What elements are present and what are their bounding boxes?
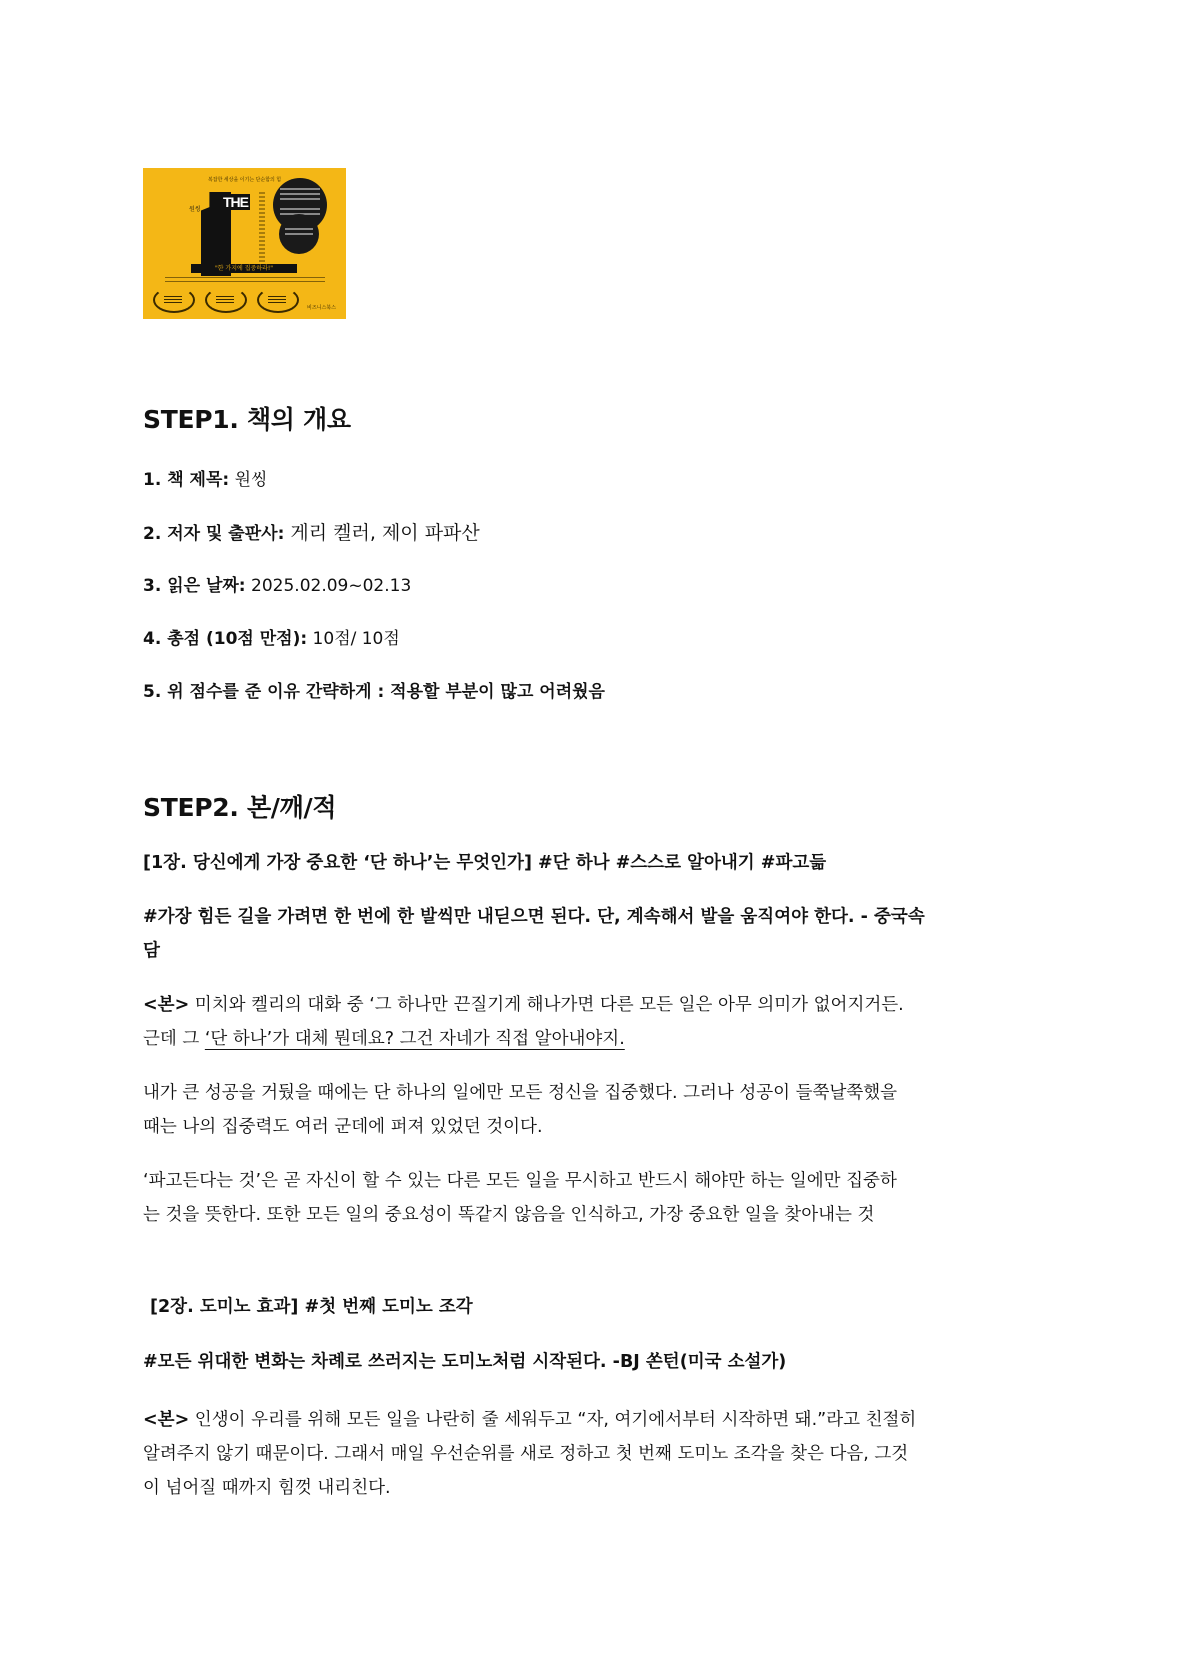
cover-award-laurel-1 [153, 287, 195, 313]
bon-text: 미치와 켈리의 대화 중 ‘그 하나만 끈질기게 해나가면 다른 모든 일은 아무 의미가 없어지거든. [189, 995, 904, 1015]
chapter2-title-text: [2장. 도미노 효과] #첫 번째 도미노 조각 [150, 1297, 473, 1317]
item-value: 2025.02.09~02.13 [245, 576, 412, 596]
item-value: 게리 켈러, 제이 파파산 [284, 522, 480, 544]
cover-title-the: THE [223, 194, 248, 210]
item-label: 3. 읽은 날짜: [143, 576, 246, 596]
item-value: 원씽 [229, 470, 268, 490]
bon-label: <본> [143, 1410, 190, 1430]
chapter1-bon-paragraph [143, 988, 1047, 1056]
item-value: 10점/ 10점 [307, 629, 400, 649]
cover-tagline: 복잡한 세상을 이기는 단순함의 힘 [207, 177, 282, 183]
overview-item-date [143, 574, 411, 598]
paragraph-line: 내가 큰 성공을 거뒀을 때에는 단 하나의 일에만 모든 정신을 집중했다. 그러나 성공이 들쭉날쭉했을 [143, 1083, 898, 1103]
overview-item-author [143, 521, 480, 546]
bon-text: 알려주지 않기 때문이다. 그래서 매일 우선순위를 새로 정하고 첫 번째 도미노 조각을 찾은 다음, 그것 [143, 1444, 909, 1464]
cover-award-laurel-2 [205, 287, 247, 313]
item-label: 4. 총점 (10점 만점): [143, 629, 308, 649]
quote-line: 담 [143, 941, 160, 961]
book-cover-image [143, 168, 346, 319]
cover-description [165, 277, 325, 285]
chapter1-title-text: [1장. 당신에게 가장 중요한 ‘단 하나’는 무엇인가] #단 하나 #스스로 알아내기 #파고듦 [143, 853, 827, 873]
quote-line: #모든 위대한 변화는 차례로 쓰러지는 도미노처럼 시작된다. -BJ 쏜턴(미국 소설가) [143, 1352, 787, 1372]
item-label: 5. 위 점수를 준 이유 간략하게 : 적용할 부분이 많고 어려웠음 [143, 682, 605, 702]
cover-side-text [259, 192, 265, 262]
cover-banner: "한 가지에 집중하라!" [191, 264, 297, 273]
step2-heading: STEP2. 본/깨/적 [143, 793, 337, 822]
item-label: 1. 책 제목: [143, 470, 230, 490]
step1-heading: STEP1. 책의 개요 [143, 405, 351, 434]
overview-item-reason [143, 680, 605, 704]
overview-item-score [143, 627, 400, 651]
quote-line: #가장 힘든 길을 가려면 한 번에 한 발씩만 내딛으면 된다. 단, 계속해서 발을 움직여야 한다. - 중국속 [143, 907, 925, 927]
overview-item-title [143, 468, 267, 492]
cover-award-laurel-3 [257, 287, 299, 313]
bon-underlined-text: ‘단 하나’가 대체 뭔데요? 그건 자네가 직접 알아내야지. [204, 1029, 625, 1049]
paragraph-line: 는 것을 뜻한다. 또한 모든 일의 중요성이 똑같지 않음을 인식하고, 가장 중요한 일을 찾아내는 것 [143, 1205, 875, 1225]
cover-publisher: 비즈니스북스 [307, 305, 336, 311]
chapter1-title [143, 846, 1047, 880]
chapter2-quote [143, 1345, 1047, 1379]
chapter2-bon-paragraph [143, 1403, 1047, 1505]
paragraph-line: 때는 나의 집중력도 여러 군데에 퍼져 있었던 것이다. [143, 1117, 543, 1137]
chapter1-quote [143, 900, 1047, 968]
cover-badge-small [279, 214, 319, 254]
bon-text: 근데 그 [143, 1029, 205, 1049]
chapter1-paragraph-3 [143, 1164, 1047, 1232]
paragraph-line: ‘파고든다는 것’은 곧 자신이 할 수 있는 다른 모든 일을 무시하고 반드시 해야만 하는 일에만 집중하 [143, 1171, 897, 1191]
bon-label: <본> [143, 995, 190, 1015]
bon-text: 이 넘어질 때까지 힘껏 내리친다. [143, 1478, 391, 1498]
cover-korean-title: 원씽 [189, 206, 201, 213]
chapter2-title [150, 1290, 1054, 1324]
bon-text: 인생이 우리를 위해 모든 일을 나란히 줄 세워두고 “자, 여기에서부터 시작하면 돼.”라고 친절히 [189, 1410, 917, 1430]
item-label: 2. 저자 및 출판사: [143, 524, 285, 544]
chapter1-paragraph-2 [143, 1076, 1047, 1144]
